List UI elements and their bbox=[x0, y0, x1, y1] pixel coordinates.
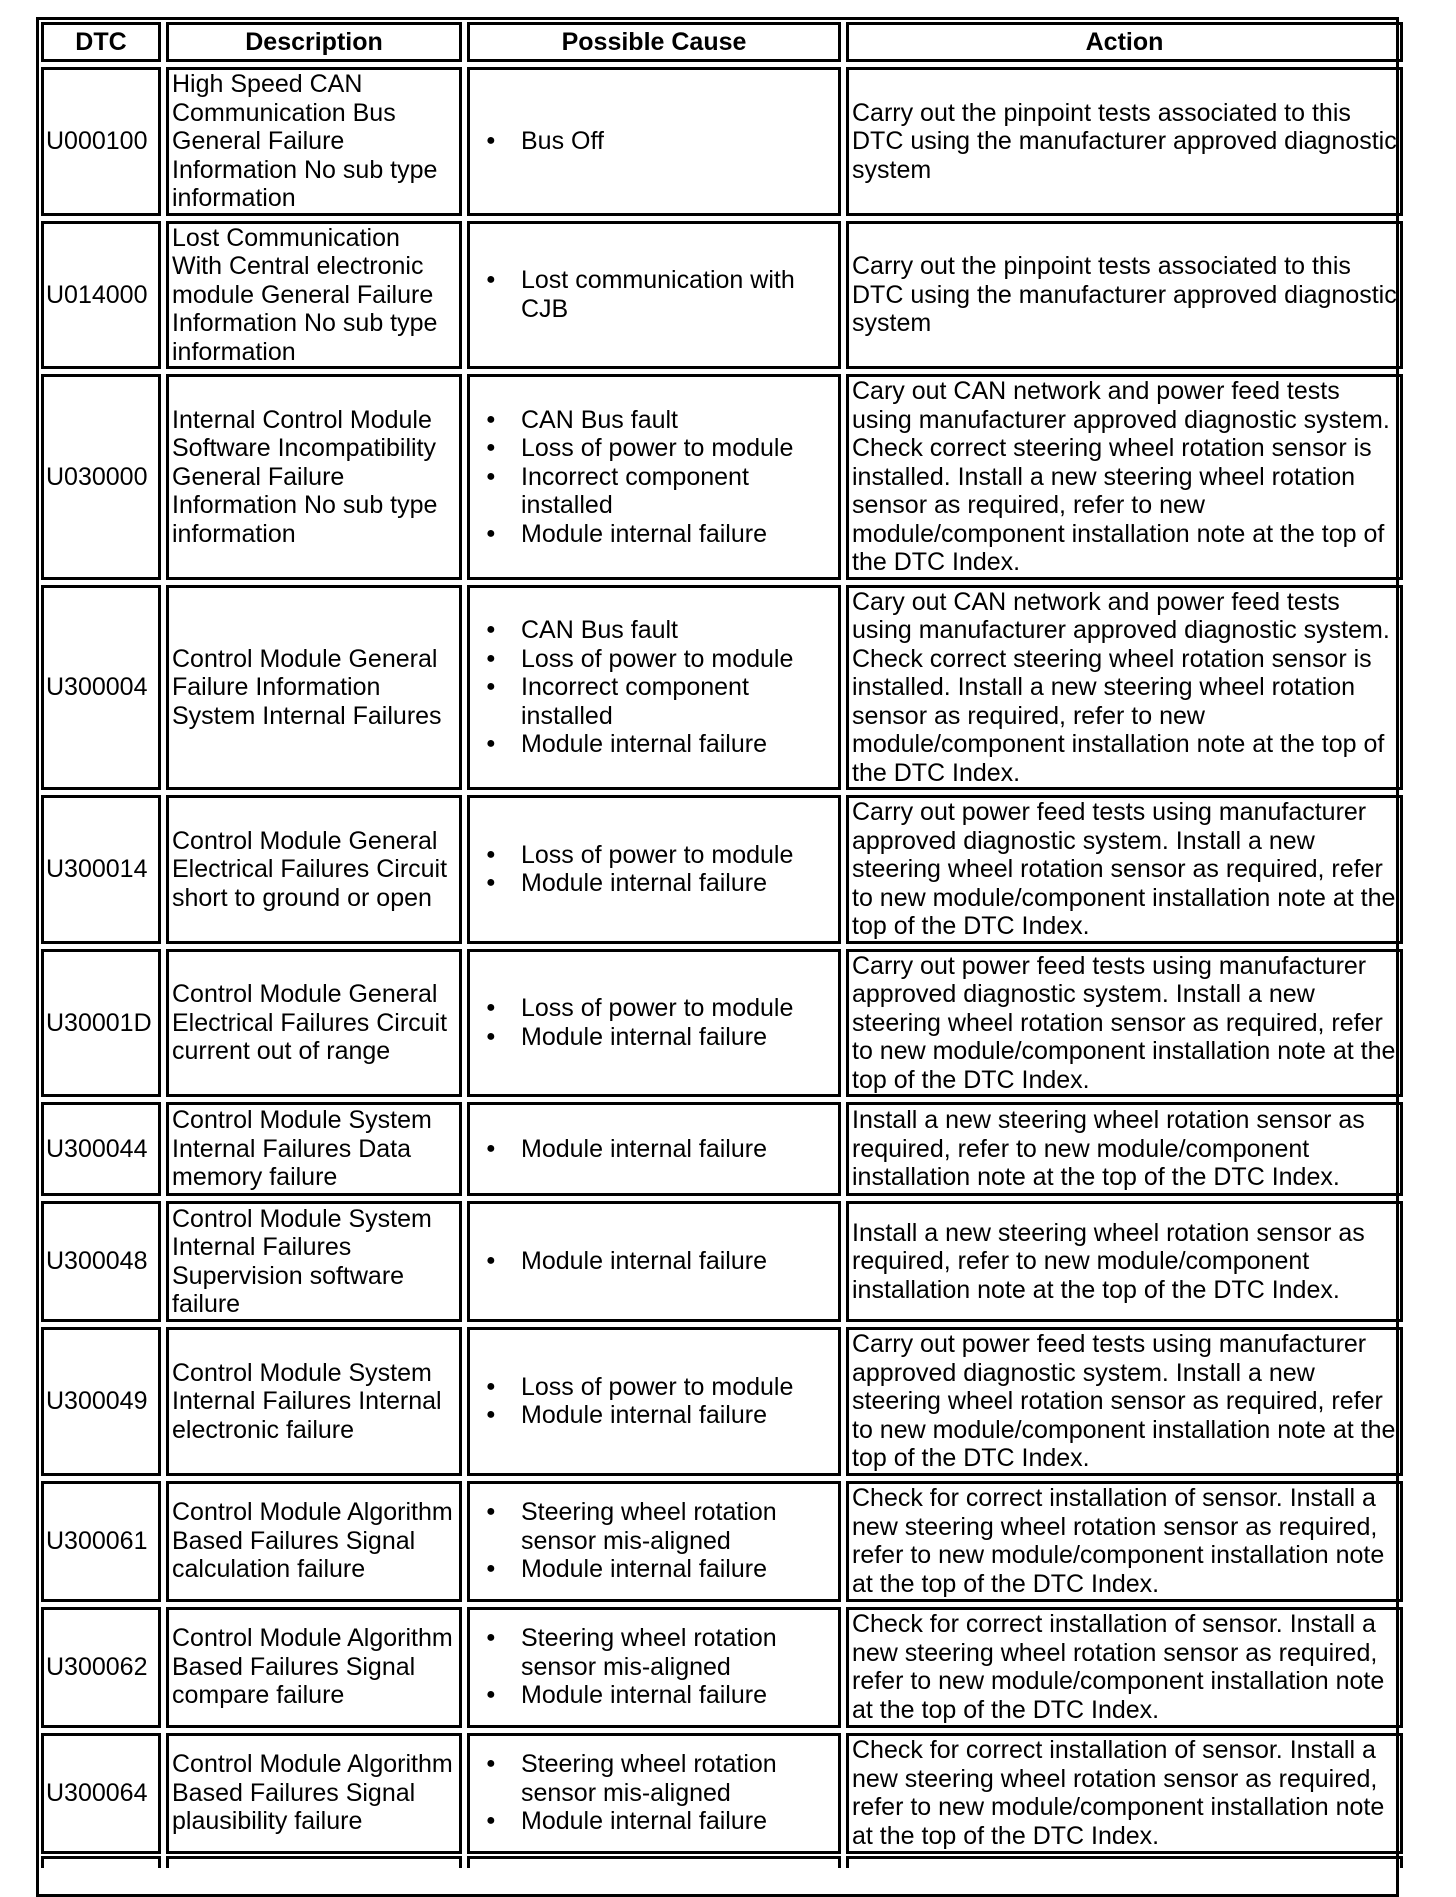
dtc-table bbox=[36, 17, 1408, 1859]
dtc-description: Internal Control Module Software Incompatibility General Failure Information No sub type information bbox=[166, 374, 462, 580]
dtc-description: Control Module Algorithm Based Failures Signal plausibility failure bbox=[166, 1733, 462, 1854]
table-row bbox=[41, 585, 1403, 791]
dtc-action: Check for correct installation of sensor. Install a new steering wheel rotation sensor as required, refer to new module/component installation note at the top of the DTC Index. bbox=[846, 1733, 1403, 1854]
possible-cause-cell bbox=[467, 374, 841, 580]
cause-item: ● Steering wheel rotation sensor mis-aligned bbox=[521, 1750, 835, 1807]
dtc-description: Control Module System Internal Failures Data memory failure bbox=[166, 1102, 462, 1196]
dtc-action: Carry out the pinpoint tests associated to this DTC using the manufacturer approved diagnostic system bbox=[846, 221, 1403, 370]
table-body bbox=[41, 67, 1403, 1854]
table-cutoff-cell bbox=[166, 1856, 462, 1868]
dtc-code: U300061 bbox=[41, 1481, 161, 1602]
dtc-code: U014000 bbox=[41, 221, 161, 370]
dtc-action: Check for correct installation of sensor. Install a new steering wheel rotation sensor as required, refer to new module/component installation note at the top of the DTC Index. bbox=[846, 1607, 1403, 1728]
dtc-action: Install a new steering wheel rotation sensor as required, refer to new module/component installation note at the top of the DTC Index. bbox=[846, 1201, 1403, 1322]
dtc-description: Control Module General Electrical Failures Circuit current out of range bbox=[166, 949, 462, 1098]
cause-list bbox=[473, 1135, 835, 1164]
dtc-description: Control Module System Internal Failures Internal electronic failure bbox=[166, 1327, 462, 1476]
cause-item: ● CAN Bus fault bbox=[521, 406, 835, 435]
table-header-row bbox=[41, 22, 1403, 62]
cause-item: ● Module internal failure bbox=[521, 1135, 835, 1164]
header-possible-cause: Possible Cause bbox=[467, 22, 841, 62]
dtc-code: U300004 bbox=[41, 585, 161, 791]
cause-item: ● Module internal failure bbox=[521, 1555, 835, 1584]
possible-cause-cell bbox=[467, 1481, 841, 1602]
cause-item: ● Module internal failure bbox=[521, 520, 835, 549]
dtc-action: Cary out CAN network and power feed tests using manufacturer approved diagnostic system. Check correct steering wheel rotation sensor is installed. Install a new steering wheel rotation sensor as required, refer to new module/component installation note at the top of the DTC Index. bbox=[846, 585, 1403, 791]
possible-cause-cell bbox=[467, 1201, 841, 1322]
table-cutoff-cell bbox=[41, 1856, 161, 1868]
dtc-code: U030000 bbox=[41, 374, 161, 580]
table-row bbox=[41, 1733, 1403, 1854]
cause-list bbox=[473, 1498, 835, 1584]
table-cutoff-cell bbox=[846, 1856, 1403, 1868]
cause-list bbox=[473, 841, 835, 898]
cause-item: ● Steering wheel rotation sensor mis-aligned bbox=[521, 1624, 835, 1681]
possible-cause-cell bbox=[467, 585, 841, 791]
table-row bbox=[41, 1327, 1403, 1476]
cause-item: ● Loss of power to module bbox=[521, 841, 835, 870]
cause-item: ● Module internal failure bbox=[521, 1023, 835, 1052]
cause-list bbox=[473, 406, 835, 549]
cause-item: ● Module internal failure bbox=[521, 1807, 835, 1836]
dtc-code: U300014 bbox=[41, 795, 161, 944]
dtc-code: U30001D bbox=[41, 949, 161, 1098]
dtc-description: Lost Communication With Central electronic module General Failure Information No sub type information bbox=[166, 221, 462, 370]
table-row bbox=[41, 374, 1403, 580]
table-row bbox=[41, 67, 1403, 216]
cause-item: ● Loss of power to module bbox=[521, 994, 835, 1023]
possible-cause-cell bbox=[467, 1733, 841, 1854]
possible-cause-cell bbox=[467, 221, 841, 370]
possible-cause-cell bbox=[467, 1327, 841, 1476]
table-row bbox=[41, 1201, 1403, 1322]
cause-item: ● Incorrect component installed bbox=[521, 673, 835, 730]
cause-item: ● Steering wheel rotation sensor mis-aligned bbox=[521, 1498, 835, 1555]
table-row bbox=[41, 1102, 1403, 1196]
cause-item: ● Module internal failure bbox=[521, 1247, 835, 1276]
table-cutoff-cell bbox=[467, 1856, 841, 1868]
cause-item: ● Module internal failure bbox=[521, 1401, 835, 1430]
table-row bbox=[41, 221, 1403, 370]
cause-list bbox=[473, 127, 835, 156]
dtc-description: Control Module General Failure Information System Internal Failures bbox=[166, 585, 462, 791]
dtc-action: Carry out the pinpoint tests associated to this DTC using the manufacturer approved diagnostic system bbox=[846, 67, 1403, 216]
possible-cause-cell bbox=[467, 795, 841, 944]
dtc-description: High Speed CAN Communication Bus General Failure Information No sub type information bbox=[166, 67, 462, 216]
possible-cause-cell bbox=[467, 67, 841, 216]
dtc-action: Install a new steering wheel rotation sensor as required, refer to new module/component installation note at the top of the DTC Index. bbox=[846, 1102, 1403, 1196]
dtc-action: Cary out CAN network and power feed tests using manufacturer approved diagnostic system. Check correct steering wheel rotation sensor is installed. Install a new steering wheel rotation sensor as required, refer to new module/component installation note at the top of the DTC Index. bbox=[846, 374, 1403, 580]
possible-cause-cell bbox=[467, 1607, 841, 1728]
dtc-code: U300044 bbox=[41, 1102, 161, 1196]
cause-list bbox=[473, 1247, 835, 1276]
dtc-action: Check for correct installation of sensor. Install a new steering wheel rotation sensor as required, refer to new module/component installation note at the top of the DTC Index. bbox=[846, 1481, 1403, 1602]
cause-item: ● Loss of power to module bbox=[521, 1373, 835, 1402]
table-row bbox=[41, 949, 1403, 1098]
cause-item: ● Incorrect component installed bbox=[521, 463, 835, 520]
dtc-action: Carry out power feed tests using manufacturer approved diagnostic system. Install a new steering wheel rotation sensor as required, refer to new module/component installation note at the top of the DTC Index. bbox=[846, 949, 1403, 1098]
dtc-code: U300064 bbox=[41, 1733, 161, 1854]
dtc-action: Carry out power feed tests using manufacturer approved diagnostic system. Install a new steering wheel rotation sensor as required, refer to new module/component installation note at the top of the DTC Index. bbox=[846, 795, 1403, 944]
cause-item: ● Module internal failure bbox=[521, 1681, 835, 1710]
cause-list bbox=[473, 266, 835, 323]
dtc-description: Control Module System Internal Failures Supervision software failure bbox=[166, 1201, 462, 1322]
cause-item: ● Loss of power to module bbox=[521, 434, 835, 463]
dtc-description: Control Module Algorithm Based Failures Signal calculation failure bbox=[166, 1481, 462, 1602]
table-row bbox=[41, 1607, 1403, 1728]
table-row bbox=[41, 795, 1403, 944]
dtc-description: Control Module Algorithm Based Failures Signal compare failure bbox=[166, 1607, 462, 1728]
cause-item: ● Bus Off bbox=[521, 127, 835, 156]
cause-list bbox=[473, 994, 835, 1051]
possible-cause-cell bbox=[467, 949, 841, 1098]
header-action: Action bbox=[846, 22, 1403, 62]
cause-list bbox=[473, 616, 835, 759]
cause-item: ● Lost communication with CJB bbox=[521, 266, 835, 323]
possible-cause-cell bbox=[467, 1102, 841, 1196]
cause-item: ● Module internal failure bbox=[521, 869, 835, 898]
table-row bbox=[41, 1481, 1403, 1602]
cause-list bbox=[473, 1750, 835, 1836]
dtc-code: U300049 bbox=[41, 1327, 161, 1476]
dtc-code: U300048 bbox=[41, 1201, 161, 1322]
cause-item: ● Loss of power to module bbox=[521, 645, 835, 674]
dtc-action: Carry out power feed tests using manufacturer approved diagnostic system. Install a new steering wheel rotation sensor as required, refer to new module/component installation note at the top of the DTC Index. bbox=[846, 1327, 1403, 1476]
cause-list bbox=[473, 1373, 835, 1430]
cause-item: ● Module internal failure bbox=[521, 730, 835, 759]
header-description: Description bbox=[166, 22, 462, 62]
dtc-code: U000100 bbox=[41, 67, 161, 216]
header-dtc: DTC bbox=[41, 22, 161, 62]
dtc-code: U300062 bbox=[41, 1607, 161, 1728]
cause-list bbox=[473, 1624, 835, 1710]
dtc-description: Control Module General Electrical Failures Circuit short to ground or open bbox=[166, 795, 462, 944]
cause-item: ● CAN Bus fault bbox=[521, 616, 835, 645]
